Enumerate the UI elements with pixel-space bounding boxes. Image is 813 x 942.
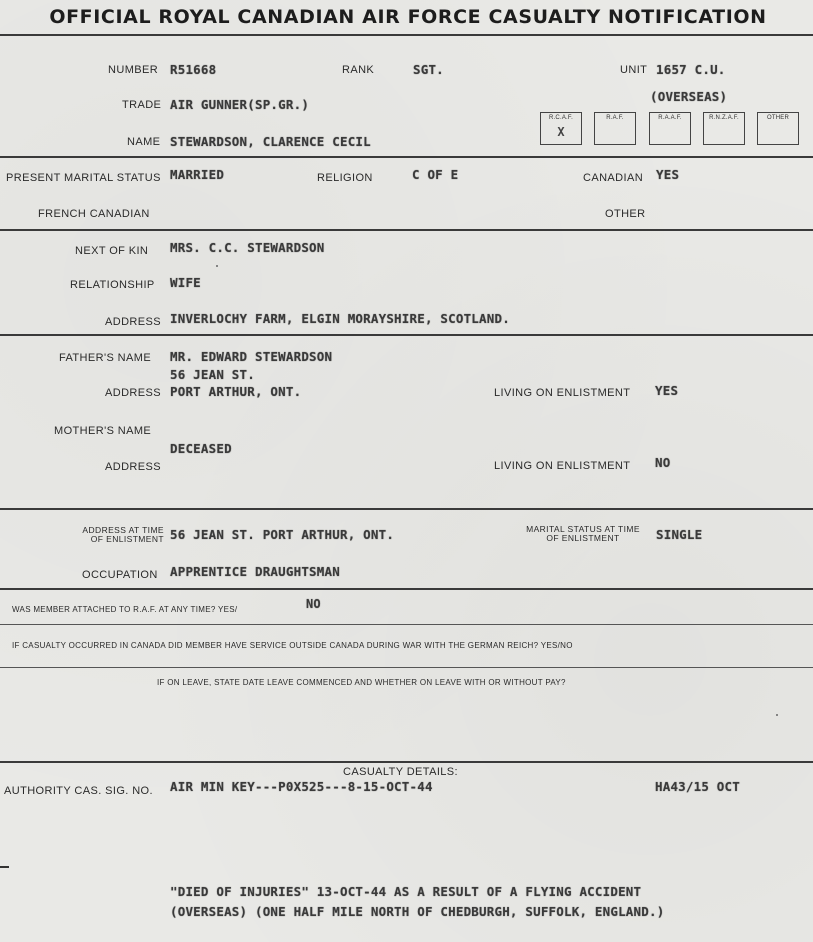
occupation-label: OCCUPATION xyxy=(82,569,158,581)
raf-attached-question: WAS MEMBER ATTACHED TO R.A.F. AT ANY TIME? YES/ xyxy=(12,605,238,614)
casualty-line-2: (OVERSEAS) (ONE HALF MILE NORTH OF CHEDBURGH, SUFFOLK, ENGLAND.) xyxy=(170,904,665,919)
form-title: OFFICIAL ROYAL CANADIAN AIR FORCE CASUALTY NOTIFICATION xyxy=(49,6,767,28)
service-box-other xyxy=(757,112,799,145)
paper-speck xyxy=(776,714,778,716)
unit-value-overseas: (OVERSEAS) xyxy=(650,89,728,104)
divider xyxy=(0,667,813,668)
paper-speck xyxy=(216,265,218,267)
rank-value: SGT. xyxy=(413,62,444,77)
canadian-label: CANADIAN xyxy=(583,172,644,184)
next-of-kin-value: MRS. C.C. STEWARDSON xyxy=(170,240,325,255)
service-box-raaf xyxy=(649,112,691,145)
unit-label: UNIT xyxy=(620,64,648,76)
divider xyxy=(0,334,813,336)
mother-name-label: MOTHER'S NAME xyxy=(54,425,152,437)
trade-value: AIR GUNNER(SP.GR.) xyxy=(170,97,310,112)
trade-label: TRADE xyxy=(122,99,162,111)
service-box-raf xyxy=(594,112,636,145)
mother-address-label: ADDRESS xyxy=(105,461,161,473)
service-box-rnzaf xyxy=(703,112,745,145)
other-label: OTHER xyxy=(605,208,646,220)
enlistment-marital-label-line2: OF ENLISTMENT xyxy=(546,533,620,543)
service-box-rcaf xyxy=(540,112,582,145)
mother-living-value: NO xyxy=(655,455,671,470)
marital-status-value: MARRIED xyxy=(170,167,225,182)
unit-value: 1657 C.U. xyxy=(656,62,726,77)
father-address-line2: PORT ARTHUR, ONT. xyxy=(170,384,302,399)
authority-value: AIR MIN KEY---P0X525---8-15-OCT-44 xyxy=(170,779,433,794)
number-label: NUMBER xyxy=(108,64,159,76)
service-outside-question: IF CASUALTY OCCURRED IN CANADA DID MEMBER HAVE SERVICE OUTSIDE CANADA DURING WAR WITH THE GERMAN REICH? YES/NO xyxy=(12,641,573,650)
service-box-label: R.A.A.F. xyxy=(658,115,682,121)
enlistment-marital-label-line1: MARITAL STATUS AT TIME xyxy=(526,524,640,534)
divider xyxy=(0,624,813,625)
father-name-value: MR. EDWARD STEWARDSON xyxy=(170,349,333,364)
service-box-label: OTHER xyxy=(767,115,789,121)
next-of-kin-label: NEXT OF KIN xyxy=(75,245,149,257)
service-box-label: R.C.A.F. xyxy=(549,115,573,121)
number-value: R51668 xyxy=(170,62,217,77)
edge-mark xyxy=(0,866,9,868)
service-box-label: R.N.Z.A.F. xyxy=(709,115,739,121)
mother-name-value: DECEASED xyxy=(170,441,232,456)
authority-ref: HA43/15 OCT xyxy=(655,779,740,794)
divider xyxy=(0,761,813,763)
raf-attached-answer: NO xyxy=(306,597,321,611)
enlistment-marital-value: SINGLE xyxy=(656,527,703,542)
enlistment-address-label xyxy=(60,526,164,544)
kin-address-label: ADDRESS xyxy=(105,316,161,328)
divider xyxy=(0,508,813,510)
rank-label: RANK xyxy=(342,64,375,76)
service-box-mark: X xyxy=(557,125,565,139)
relationship-label: RELATIONSHIP xyxy=(70,279,155,291)
canadian-value: YES xyxy=(656,167,680,182)
kin-address-value: INVERLOCHY FARM, ELGIN MORAYSHIRE, SCOTLAND. xyxy=(170,311,510,326)
divider xyxy=(0,229,813,231)
enlistment-marital-label xyxy=(516,525,650,543)
father-name-label: FATHER'S NAME xyxy=(59,352,152,364)
authority-label: AUTHORITY CAS. SIG. NO. xyxy=(4,785,153,797)
enlistment-address-value: 56 JEAN ST. PORT ARTHUR, ONT. xyxy=(170,527,395,542)
name-label: NAME xyxy=(127,136,161,148)
divider xyxy=(0,156,813,158)
enlistment-address-label-line2: OF ENLISTMENT xyxy=(90,534,164,544)
father-address-label: ADDRESS xyxy=(105,387,161,399)
religion-label: RELIGION xyxy=(317,172,373,184)
father-living-label: LIVING ON ENLISTMENT xyxy=(494,387,631,399)
religion-value: C OF E xyxy=(412,167,459,182)
enlistment-address-label-line1: ADDRESS AT TIME xyxy=(82,525,164,535)
divider xyxy=(0,34,813,36)
french-canadian-label: FRENCH CANADIAN xyxy=(38,208,150,220)
father-address-line1: 56 JEAN ST. xyxy=(170,367,255,382)
service-box-label: R.A.F. xyxy=(606,115,624,121)
marital-status-label: PRESENT MARITAL STATUS xyxy=(6,172,161,184)
father-living-value: YES xyxy=(655,383,679,398)
casualty-line-1: "DIED OF INJURIES" 13-OCT-44 AS A RESULT OF A FLYING ACCIDENT xyxy=(170,884,642,899)
name-value: STEWARDSON, CLARENCE CECIL xyxy=(170,134,371,149)
casualty-details-label: CASUALTY DETAILS: xyxy=(343,766,459,778)
mother-living-label: LIVING ON ENLISTMENT xyxy=(494,460,631,472)
occupation-value: APPRENTICE DRAUGHTSMAN xyxy=(170,564,340,579)
leave-question: IF ON LEAVE, STATE DATE LEAVE COMMENCED AND WHETHER ON LEAVE WITH OR WITHOUT PAY? xyxy=(157,678,566,687)
divider xyxy=(0,588,813,590)
relationship-value: WIFE xyxy=(170,275,201,290)
